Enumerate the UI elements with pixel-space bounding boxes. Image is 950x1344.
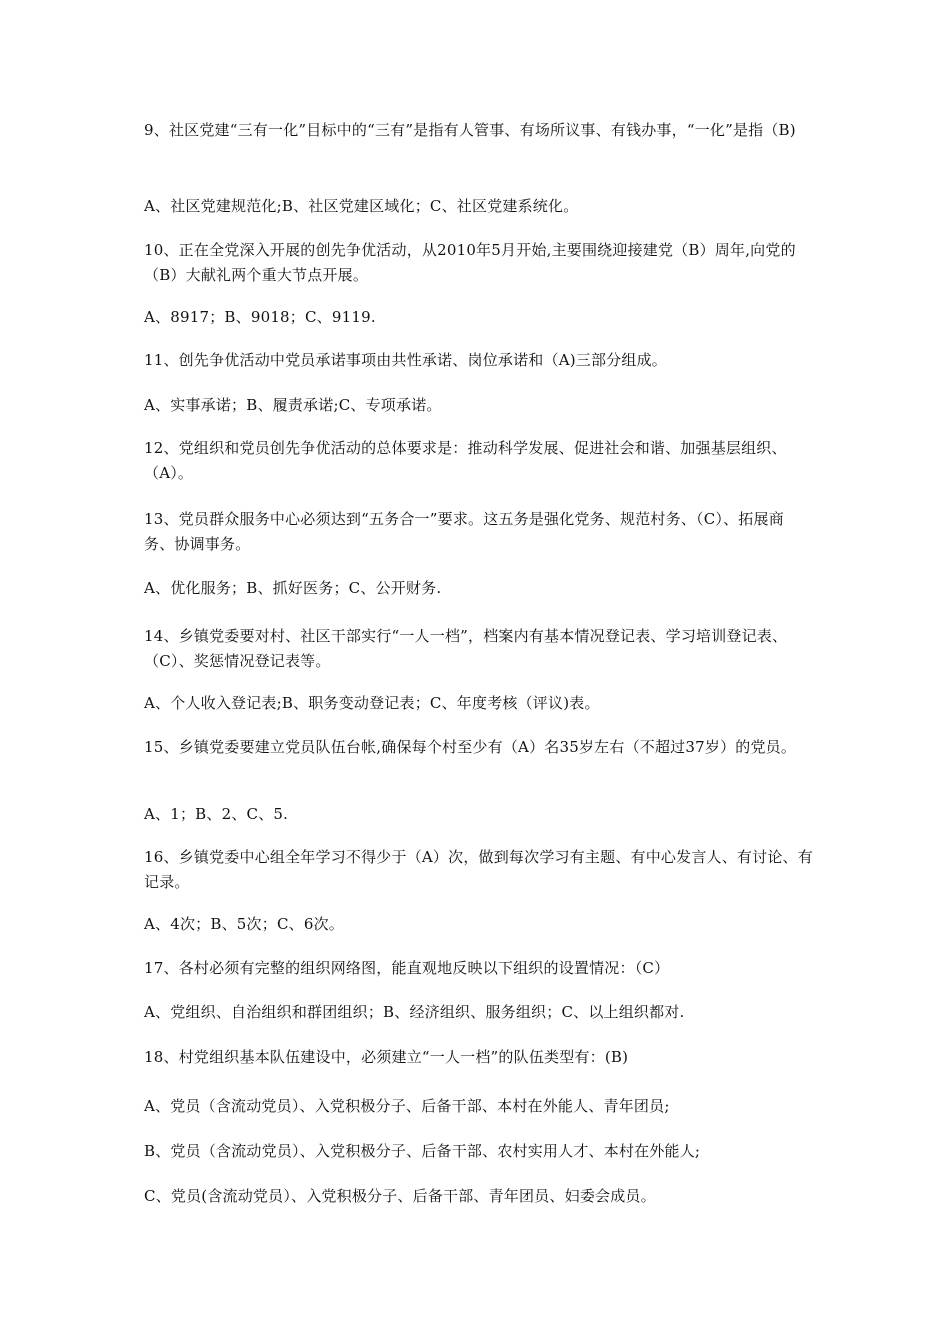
options-13: A、优化服务；B、抓好医务；C、公开财务. — [144, 579, 442, 597]
options-14: A、个人收入登记表;B、职务变动登记表；C、年度考核（评议)表。 — [144, 694, 600, 712]
question-12: 12、党组织和党员创先争优活动的总体要求是：推动科学发展、促进社会和谐、加强基层组织、（A）。 — [144, 439, 787, 482]
question-17: 17、各村必须有完整的组织网络图，能直观地反映以下组织的设置情况：（C） — [144, 959, 670, 977]
question-13: 13、党员群众服务中心必须达到“五务合一”要求。这五务是强化党务、规范村务、（C）、拓展商务、协调事务。 — [144, 510, 784, 553]
options-10: A、8917；B、9018；C、9119. — [144, 308, 376, 326]
options-16: A、4次；B、5次；C、6次。 — [144, 915, 344, 933]
options-11: A、实事承诺；B、履责承诺;C、专项承诺。 — [144, 396, 442, 414]
question-16: 16、乡镇党委中心组全年学习不得少于（A）次，做到每次学习有主题、有中心发言人、有讨论、有记录。 — [144, 848, 813, 891]
question-11: 11、创先争优活动中党员承诺事项由共性承诺、岗位承诺和（A)三部分组成。 — [144, 351, 667, 369]
question-15: 15、乡镇党委要建立党员队伍台帐,确保每个村至少有（A）名35岁左右（不超过37岁）的党员。 — [144, 738, 797, 756]
options-17: A、党组织、自治组织和群团组织；B、经济组织、服务组织；C、以上组织都对. — [144, 1003, 685, 1021]
options-15: A、1；B、2、C、5. — [144, 805, 289, 823]
question-14: 14、乡镇党委要对村、社区干部实行“一人一档”，档案内有基本情况登记表、学习培训登记表、（C）、奖惩情况登记表等。 — [144, 627, 788, 670]
option-18-c: C、党员(含流动党员）、入党积极分子、后备干部、青年团员、妇委会成员。 — [144, 1187, 656, 1205]
question-10: 10、正在全党深入开展的创先争优活动，从2010年5月开始,主要围绕迎接建党（B）周年,向党的（B）大献礼两个重大节点开展。 — [144, 241, 796, 284]
question-18: 18、村党组织基本队伍建设中，必须建立“一人一档”的队伍类型有：(B) — [144, 1048, 629, 1066]
question-9: 9、社区党建“三有一化”目标中的“三有”是指有人管事、有场所议事、有钱办事，“一化”是指（B) — [144, 121, 796, 139]
option-18-b: B、党员（含流动党员）、入党积极分子、后备干部、农村实用人才、本村在外能人; — [144, 1142, 701, 1160]
option-18-a: A、党员（含流动党员）、入党积极分子、后备干部、本村在外能人、青年团员; — [144, 1097, 670, 1115]
options-9: A、社区党建规范化;B、社区党建区域化；C、社区党建系统化。 — [144, 197, 579, 215]
